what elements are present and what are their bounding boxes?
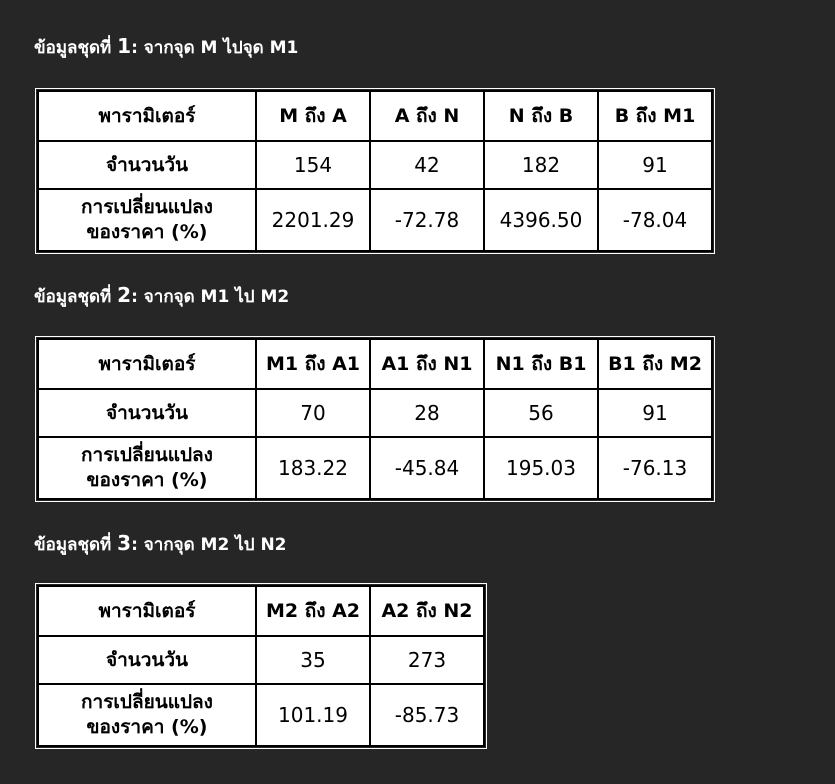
table-row-price-change [38, 437, 712, 499]
table-cell: 56 [484, 389, 598, 437]
data-table-2 [37, 338, 713, 500]
header-a2-to-n2: A2 ถึง N2 [370, 586, 484, 636]
table-cell: -72.78 [370, 189, 484, 251]
row-label-line-1: การเปลี่ยนแปลง [81, 691, 213, 713]
row-label-days: จำนวนวัน [38, 141, 256, 189]
section-2-title [34, 283, 289, 310]
section-1-title-number: 1 [117, 34, 132, 58]
table-row-days [38, 141, 712, 189]
table-header-row [38, 586, 484, 636]
table-cell: 28 [370, 389, 484, 437]
row-label-days: จำนวนวัน [38, 389, 256, 437]
header-parameter: พารามิเตอร์ [38, 91, 256, 141]
table-cell: 91 [598, 141, 712, 189]
row-label-days: จำนวนวัน [38, 636, 256, 684]
table-cell: 154 [256, 141, 370, 189]
table-cell: 183.22 [256, 437, 370, 499]
section-2-title-suffix: : จากจุด M1 ไป M2 [131, 287, 290, 307]
row-label-line-2: ของราคา (%) [86, 716, 208, 738]
row-label-line-1: การเปลี่ยนแปลง [81, 196, 213, 218]
table-header-row [38, 339, 712, 389]
row-label-line-2: ของราคา (%) [86, 221, 208, 243]
table-cell: 42 [370, 141, 484, 189]
header-a1-to-n1: A1 ถึง N1 [370, 339, 484, 389]
table-cell: -45.84 [370, 437, 484, 499]
table-cell: 273 [370, 636, 484, 684]
table-row-days [38, 389, 712, 437]
table-cell: 35 [256, 636, 370, 684]
table-cell: -76.13 [598, 437, 712, 499]
header-b-to-m1: B ถึง M1 [598, 91, 712, 141]
header-m2-to-a2: M2 ถึง A2 [256, 586, 370, 636]
section-3-title-number: 3 [117, 531, 132, 555]
section-3-title-suffix: : จากจุด M2 ไป N2 [131, 535, 287, 555]
table-cell: 4396.50 [484, 189, 598, 251]
header-parameter: พารามิเตอร์ [38, 586, 256, 636]
table-cell: 101.19 [256, 684, 370, 746]
table-row-days [38, 636, 484, 684]
header-m1-to-a1: M1 ถึง A1 [256, 339, 370, 389]
header-n1-to-b1: N1 ถึง B1 [484, 339, 598, 389]
section-3-title-prefix: ข้อมูลชุดที่ [34, 535, 118, 555]
table-cell: 182 [484, 141, 598, 189]
table-cell: -78.04 [598, 189, 712, 251]
header-a-to-n: A ถึง N [370, 91, 484, 141]
table-cell: 195.03 [484, 437, 598, 499]
section-1-title-suffix: : จากจุด M ไปจุด M1 [131, 38, 299, 58]
header-parameter: พารามิเตอร์ [38, 339, 256, 389]
section-1-title [34, 34, 298, 61]
data-table-1 [37, 90, 713, 252]
table-cell: 91 [598, 389, 712, 437]
section-2-title-prefix: ข้อมูลชุดที่ [34, 287, 118, 307]
row-label-price-change [38, 437, 256, 499]
table-cell: -85.73 [370, 684, 484, 746]
row-label-line-1: การเปลี่ยนแปลง [81, 444, 213, 466]
header-b1-to-m2: B1 ถึง M2 [598, 339, 712, 389]
table-header-row [38, 91, 712, 141]
data-table-3 [37, 585, 485, 747]
section-3-title [34, 531, 287, 558]
section-2-title-number: 2 [117, 283, 132, 307]
row-label-line-2: ของราคา (%) [86, 469, 208, 491]
table-row-price-change [38, 189, 712, 251]
header-m-to-a: M ถึง A [256, 91, 370, 141]
header-n-to-b: N ถึง B [484, 91, 598, 141]
table-cell: 2201.29 [256, 189, 370, 251]
table-cell: 70 [256, 389, 370, 437]
section-1-title-prefix: ข้อมูลชุดที่ [34, 38, 118, 58]
table-row-price-change [38, 684, 484, 746]
row-label-price-change [38, 684, 256, 746]
row-label-price-change [38, 189, 256, 251]
